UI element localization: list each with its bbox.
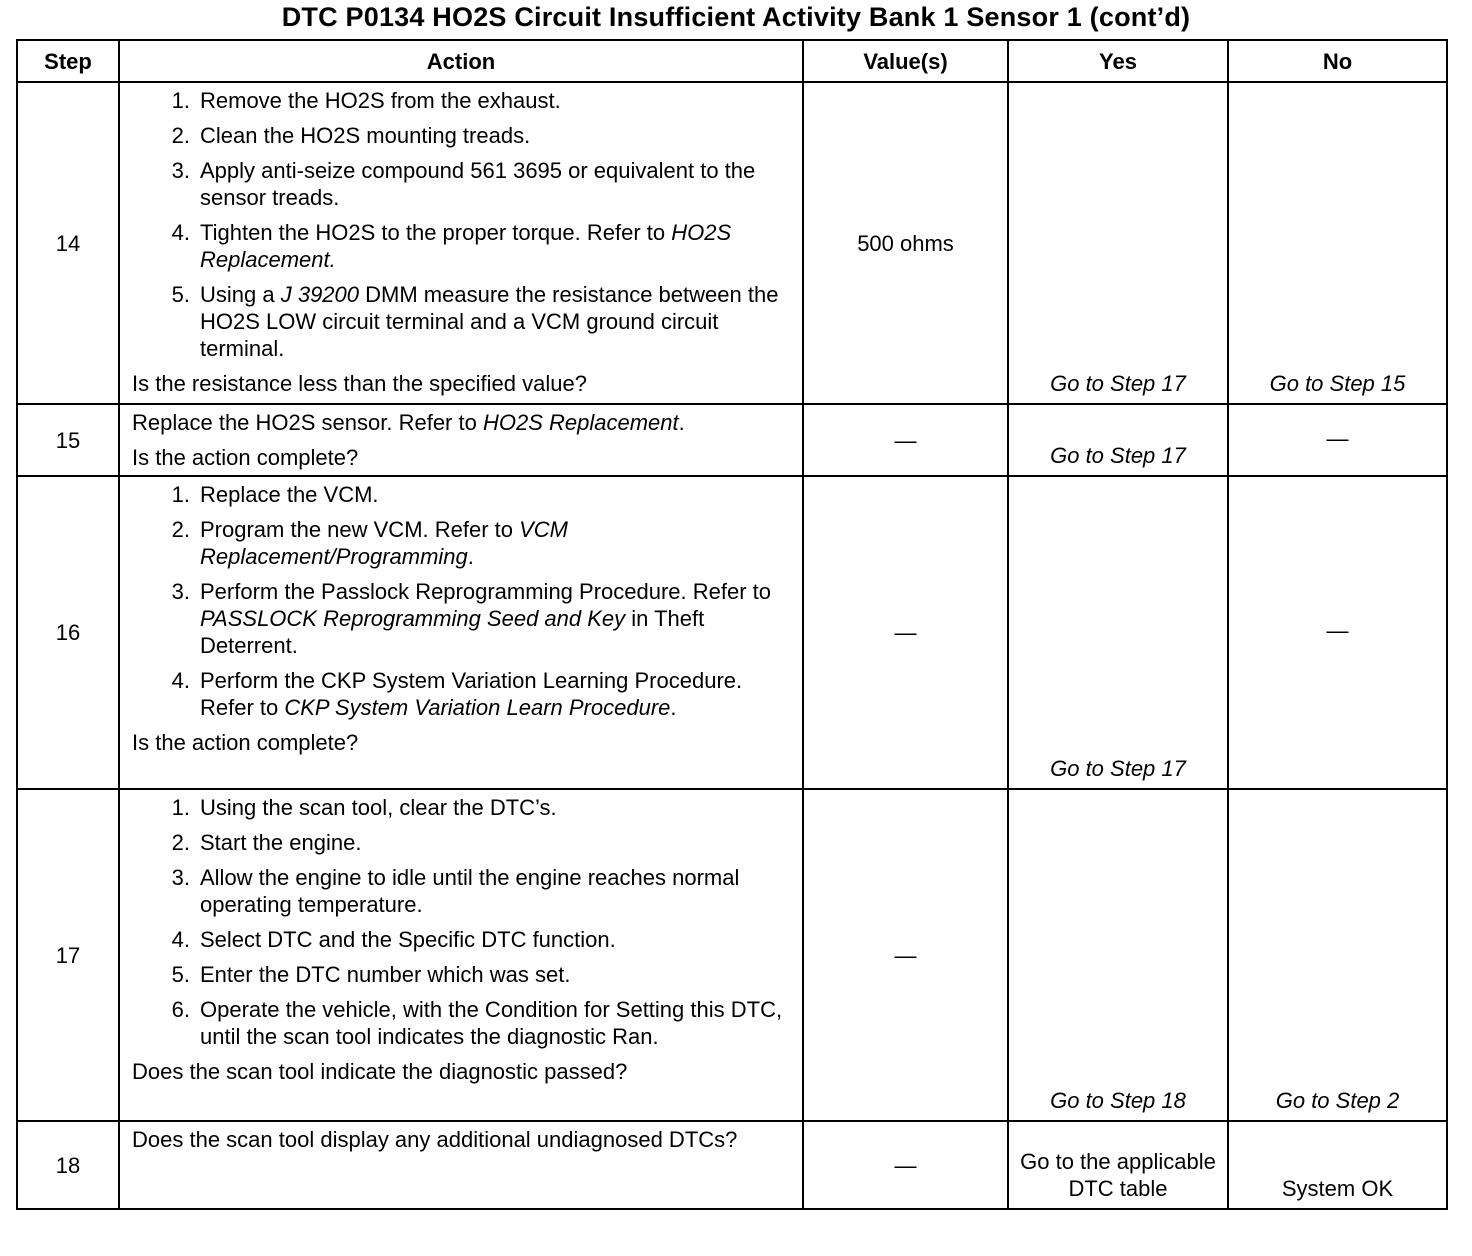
list-item: 1. Replace the VCM.	[171, 482, 379, 507]
value-cell: —	[803, 476, 1008, 789]
action-cell	[119, 1121, 803, 1209]
table-row	[17, 1121, 1447, 1209]
no-cell: —	[1228, 476, 1447, 789]
list-item: 1. Using the scan tool, clear the DTC’s.	[171, 795, 557, 820]
list-item: 3. Perform the Passlock Reprogramming Procedure. Refer to PASSLOCK Reprogramming Seed and Key in Theft Deterrent.	[171, 579, 772, 658]
list-item: 2. Clean the HO2S mounting treads.	[171, 123, 531, 148]
value-cell: —	[803, 789, 1008, 1121]
action-question: Does the scan tool indicate the diagnostic passed?	[132, 1059, 628, 1084]
list-item: 2. Start the engine.	[171, 830, 362, 855]
table-row	[17, 476, 1447, 789]
value-cell: —	[803, 1121, 1008, 1209]
list-item: 5. Enter the DTC number which was set.	[171, 962, 571, 987]
yes-cell: Go to the applicable DTC table	[1008, 1121, 1228, 1209]
diagnostic-table	[16, 39, 1448, 1210]
action-question: Is the action complete?	[132, 445, 359, 470]
step-number: 15	[17, 404, 119, 476]
header-row	[17, 40, 1447, 82]
step-number: 17	[17, 789, 119, 1121]
list-item: 6. Operate the vehicle, with the Condition for Setting this DTC, until the scan tool indicates the diagnostic Ran.	[171, 997, 783, 1049]
action-text: Replace the HO2S sensor. Refer to HO2S Replacement.	[132, 410, 685, 435]
step-number: 14	[17, 82, 119, 404]
list-item: 4. Perform the CKP System Variation Learning Procedure. Refer to CKP System Variation Learn Procedure.	[171, 668, 743, 720]
action-cell	[119, 789, 803, 1121]
header-step: Step	[17, 40, 119, 82]
list-item: 3. Apply anti-seize compound 561 3695 or equivalent to the sensor treads.	[171, 158, 756, 210]
action-cell	[119, 404, 803, 476]
header-action: Action	[119, 40, 803, 82]
action-cell	[119, 476, 803, 789]
action-steps	[132, 794, 792, 1050]
list-item: 4. Select DTC and the Specific DTC function.	[171, 927, 616, 952]
table-row	[17, 404, 1447, 476]
value-cell: —	[803, 404, 1008, 476]
no-cell: System OK	[1228, 1121, 1447, 1209]
list-item: 5. Using a J 39200 DMM measure the resistance between the HO2S LOW circuit terminal and a VCM ground circuit terminal.	[171, 282, 779, 361]
list-item: 2. Program the new VCM. Refer to VCM Replacement/Programming.	[171, 517, 569, 569]
yes-cell: Go to Step 17	[1008, 476, 1228, 789]
list-item: 4. Tighten the HO2S to the proper torque. Refer to HO2S Replacement.	[171, 220, 732, 272]
action-question: Is the action complete?	[132, 730, 359, 755]
header-no: No	[1228, 40, 1447, 82]
yes-cell: Go to Step 18	[1008, 789, 1228, 1121]
table-row	[17, 82, 1447, 404]
page-title: DTC P0134 HO2S Circuit Insufficient Activity Bank 1 Sensor 1 (cont’d)	[281, 2, 1191, 32]
action-question: Is the resistance less than the specified value?	[132, 371, 587, 396]
list-item: 1. Remove the HO2S from the exhaust.	[171, 88, 561, 113]
no-cell: —	[1228, 404, 1447, 476]
header-yes: Yes	[1008, 40, 1228, 82]
action-question: Does the scan tool display any additional undiagnosed DTCs?	[132, 1127, 738, 1152]
action-steps	[132, 481, 792, 721]
step-number: 18	[17, 1121, 119, 1209]
value-cell: 500 ohms	[803, 82, 1008, 404]
no-cell: Go to Step 15	[1228, 82, 1447, 404]
yes-cell: Go to Step 17	[1008, 404, 1228, 476]
step-number: 16	[17, 476, 119, 789]
action-steps	[132, 87, 792, 362]
list-item: 3. Allow the engine to idle until the engine reaches normal operating temperature.	[171, 865, 740, 917]
table-row	[17, 789, 1447, 1121]
yes-cell: Go to Step 17	[1008, 82, 1228, 404]
action-cell	[119, 82, 803, 404]
header-values: Value(s)	[803, 40, 1008, 82]
no-cell: Go to Step 2	[1228, 789, 1447, 1121]
